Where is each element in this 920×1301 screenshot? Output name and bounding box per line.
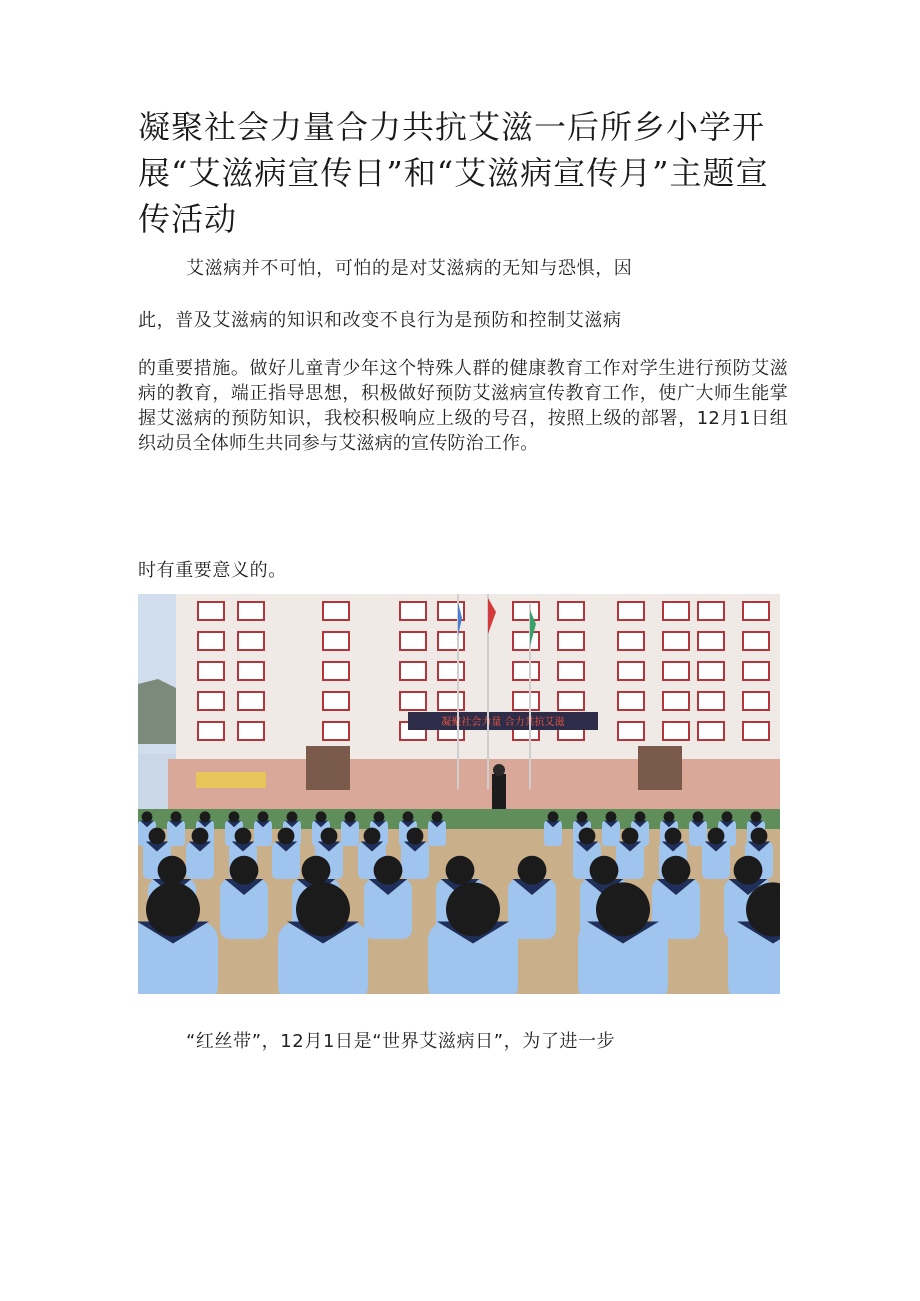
- student-head: [708, 828, 725, 845]
- building-window: [663, 692, 689, 710]
- student-head: [751, 811, 762, 822]
- building-window: [558, 632, 584, 650]
- student-head: [446, 856, 475, 885]
- building-window: [663, 722, 689, 740]
- building-window: [513, 662, 539, 680]
- building-window: [513, 692, 539, 710]
- building-window: [618, 662, 644, 680]
- student-head: [590, 856, 619, 885]
- building-window: [323, 602, 349, 620]
- student-head: [751, 828, 768, 845]
- student-head: [403, 811, 414, 822]
- paragraph-4: 时有重要意义的。: [138, 560, 287, 581]
- building-window: [743, 632, 769, 650]
- student-head: [665, 828, 682, 845]
- building-window: [618, 692, 644, 710]
- building-window: [323, 662, 349, 680]
- student-head: [345, 811, 356, 822]
- student-head: [229, 811, 240, 822]
- building-window: [663, 632, 689, 650]
- building-window: [698, 722, 724, 740]
- building-window: [513, 602, 539, 620]
- paragraph-1: 艾滋病并不可怕，可怕的是对艾滋病的无知与恐惧，因: [186, 258, 633, 279]
- building-window: [743, 692, 769, 710]
- student-head: [596, 882, 650, 936]
- student-head: [287, 811, 298, 822]
- student-head: [518, 856, 547, 885]
- building-window: [198, 722, 224, 740]
- building-window: [198, 662, 224, 680]
- building-window: [663, 662, 689, 680]
- building-window: [400, 632, 426, 650]
- building-window: [698, 602, 724, 620]
- student-head: [142, 811, 153, 822]
- banner-text: 凝聚社会力量 合力共抗艾滋: [441, 717, 565, 728]
- student-head: [302, 856, 331, 885]
- building-window: [238, 662, 264, 680]
- student-head: [158, 856, 187, 885]
- student-head: [278, 828, 295, 845]
- building-window: [438, 692, 464, 710]
- student-head: [579, 828, 596, 845]
- building-window: [198, 632, 224, 650]
- student-head: [296, 882, 350, 936]
- building-window: [400, 692, 426, 710]
- building-window: [198, 692, 224, 710]
- student-head: [734, 856, 763, 885]
- student-head: [722, 811, 733, 822]
- building-window: [698, 632, 724, 650]
- building-window: [743, 602, 769, 620]
- building-window: [438, 662, 464, 680]
- student-head: [374, 856, 403, 885]
- student-head: [235, 828, 252, 845]
- building-window: [400, 662, 426, 680]
- building-window: [323, 632, 349, 650]
- student-head: [577, 811, 588, 822]
- student-head: [664, 811, 675, 822]
- building-window: [400, 602, 426, 620]
- student-head: [407, 828, 424, 845]
- building-window: [558, 662, 584, 680]
- building-window: [558, 692, 584, 710]
- building-window: [323, 692, 349, 710]
- building-window: [558, 602, 584, 620]
- building-window: [323, 722, 349, 740]
- student-head: [258, 811, 269, 822]
- building-window: [238, 632, 264, 650]
- student-head: [146, 882, 200, 936]
- building-window: [438, 632, 464, 650]
- building-window: [663, 602, 689, 620]
- building-window: [513, 632, 539, 650]
- student-head: [446, 882, 500, 936]
- student-head: [171, 811, 182, 822]
- student-head: [149, 828, 166, 845]
- student-head: [606, 811, 617, 822]
- student-head: [548, 811, 559, 822]
- student-head: [321, 828, 338, 845]
- student-head: [693, 811, 704, 822]
- student-head: [192, 828, 209, 845]
- building-window: [618, 722, 644, 740]
- student-head: [432, 811, 443, 822]
- paragraph-2: 此，普及艾滋病的知识和改变不良行为是预防和控制艾滋病: [138, 310, 622, 331]
- paragraph-5: “红丝带”，12月1日是“世界艾滋病日”，为了进一步: [186, 1031, 616, 1052]
- building-window: [238, 722, 264, 740]
- student-head: [635, 811, 646, 822]
- student-head: [622, 828, 639, 845]
- student-head: [364, 828, 381, 845]
- building-window: [743, 662, 769, 680]
- student-head: [200, 811, 211, 822]
- building-window: [698, 692, 724, 710]
- article-title: 凝聚社会力量合力共抗艾滋一后所乡小学开展“艾滋病宣传日”和“艾滋病宣传月”主题宣传活动: [138, 108, 769, 238]
- paragraph-3: 的重要措施。做好儿童青少年这个特殊人群的健康教育工作对学生进行预防艾滋病的教育，端正指导思想，积极做好预防艾滋病宣传教育工作，使广大师生能掌握艾滋病的预防知识，我校积极响应上级的号召，按照上级的部署，12月1日组织动员全体师生共同参与艾滋病的宣传防治工作。: [138, 358, 788, 454]
- building-window: [618, 632, 644, 650]
- building-window: [743, 722, 769, 740]
- building-window: [238, 692, 264, 710]
- student-head: [374, 811, 385, 822]
- building-window: [198, 602, 224, 620]
- student-head: [316, 811, 327, 822]
- school-assembly-photo: [138, 594, 780, 994]
- building-window: [618, 602, 644, 620]
- building-window: [238, 602, 264, 620]
- student-head: [230, 856, 259, 885]
- student-head: [662, 856, 691, 885]
- building-window: [698, 662, 724, 680]
